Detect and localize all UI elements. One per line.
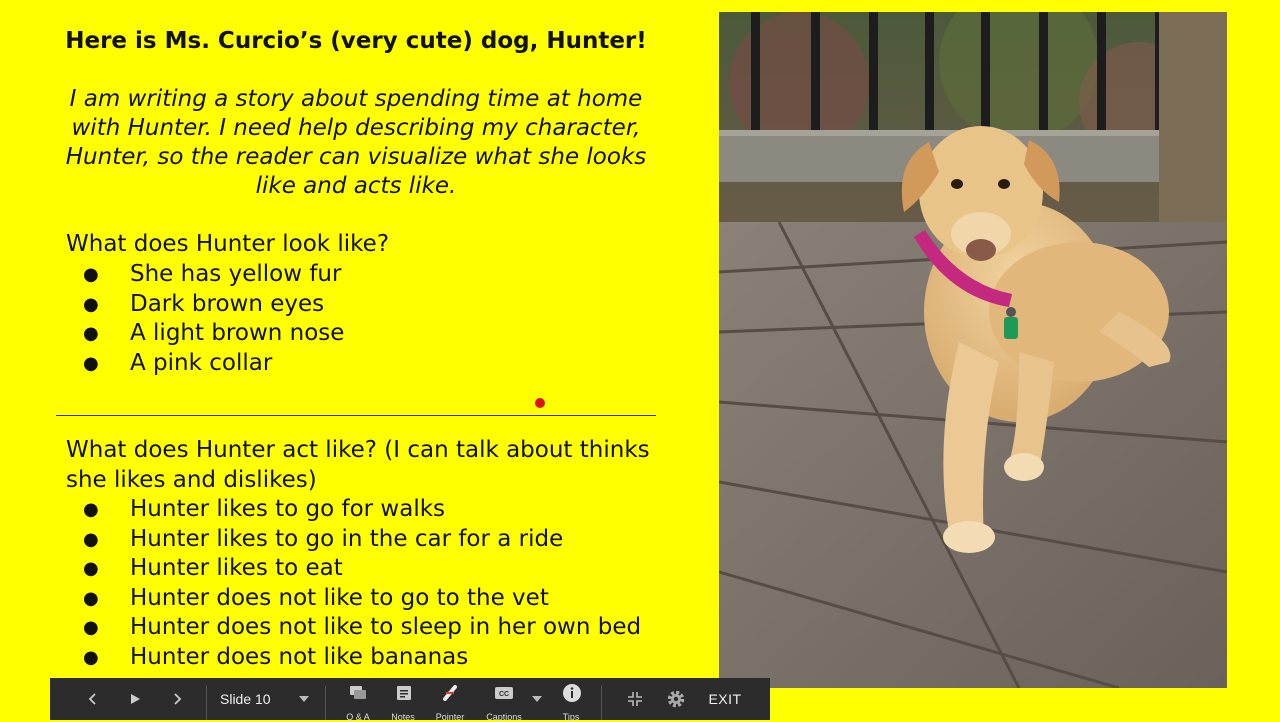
laser-pointer-icon (442, 684, 458, 702)
list-item: ● Hunter does not like bananas (66, 643, 686, 673)
laser-pointer-dot (535, 398, 545, 408)
chevron-right-icon (170, 692, 184, 706)
prev-slide-button[interactable] (78, 678, 108, 720)
look-list (66, 260, 686, 378)
play-icon (128, 692, 142, 706)
info-icon (562, 683, 582, 703)
list-item: ● Hunter likes to go for walks (66, 495, 686, 525)
toolbar-separator (325, 686, 326, 720)
dog-photo-graphic (719, 12, 1227, 688)
exit-label: EXIT (708, 691, 742, 707)
chevron-down-icon (299, 696, 309, 702)
toolbar-separator (601, 686, 602, 720)
tips-label: Tips (562, 712, 580, 722)
pointer-label: Pointer (435, 712, 465, 722)
act-heading: What does Hunter act like? (I can talk about thinks she likes and dislikes) (66, 437, 650, 493)
tips-button[interactable] (554, 678, 590, 708)
bullet-icon: ● (83, 558, 99, 579)
slide-title: Here is Ms. Curcio’s (very cute) dog, Hunter! (65, 28, 647, 54)
chat-bubble-icon (349, 685, 367, 701)
exit-fullscreen-icon (627, 691, 643, 707)
presenter-toolbar (50, 678, 770, 720)
notes-button[interactable] (386, 678, 422, 708)
list-item: ● Hunter does not like to go to the vet (66, 584, 686, 614)
captions-button[interactable] (486, 678, 522, 708)
play-button[interactable] (120, 678, 150, 720)
bullet-icon: ● (83, 646, 99, 668)
bullet-icon: ● (83, 499, 99, 520)
list-item: ● Dark brown eyes (66, 290, 686, 320)
act-list (66, 495, 686, 672)
slide-intro-text: I am writing a story about spending time at home with Hunter. I need help describing my character, Hunter, so the reader can visualize what she looks like and acts like. (65, 86, 647, 199)
list-item: ● A light brown nose (66, 319, 686, 349)
toolbar-separator (206, 686, 207, 720)
chevron-left-icon (86, 692, 100, 706)
bullet-icon: ● (83, 323, 99, 344)
bullet-icon: ● (83, 528, 99, 550)
notes-label: Notes (391, 712, 415, 722)
list-item: ● A pink collar (66, 349, 686, 379)
bullet-icon: ● (83, 587, 99, 609)
divider-line (56, 415, 656, 416)
look-heading: What does Hunter look like? (66, 231, 390, 257)
slide-number-label: Slide 10 (220, 691, 271, 707)
list-item: ● Hunter does not like to sleep in her own bed (66, 613, 686, 643)
notes-icon (396, 685, 412, 701)
qa-button[interactable] (340, 678, 376, 708)
list-item: ● Hunter likes to eat (66, 554, 686, 584)
exit-button[interactable] (702, 678, 748, 720)
bullet-icon: ● (83, 264, 99, 285)
list-item: ● She has yellow fur (66, 260, 686, 290)
pointer-button[interactable] (432, 678, 468, 708)
settings-button[interactable] (660, 678, 692, 720)
captions-label: Captions (486, 712, 522, 722)
chevron-down-icon (532, 696, 542, 702)
bullet-icon: ● (83, 617, 99, 638)
qa-label: Q & A (346, 712, 370, 722)
slide-dropdown-button[interactable] (294, 678, 314, 720)
dog-photo (719, 12, 1227, 688)
gear-icon (666, 689, 686, 709)
captions-icon (494, 686, 514, 700)
svg-text:CC: CC (498, 691, 510, 698)
list-item: ● Hunter likes to go in the car for a ride (66, 525, 686, 555)
bullet-icon: ● (83, 352, 99, 374)
exit-fullscreen-button[interactable] (620, 678, 650, 720)
next-slide-button[interactable] (162, 678, 192, 720)
bullet-icon: ● (83, 293, 99, 315)
